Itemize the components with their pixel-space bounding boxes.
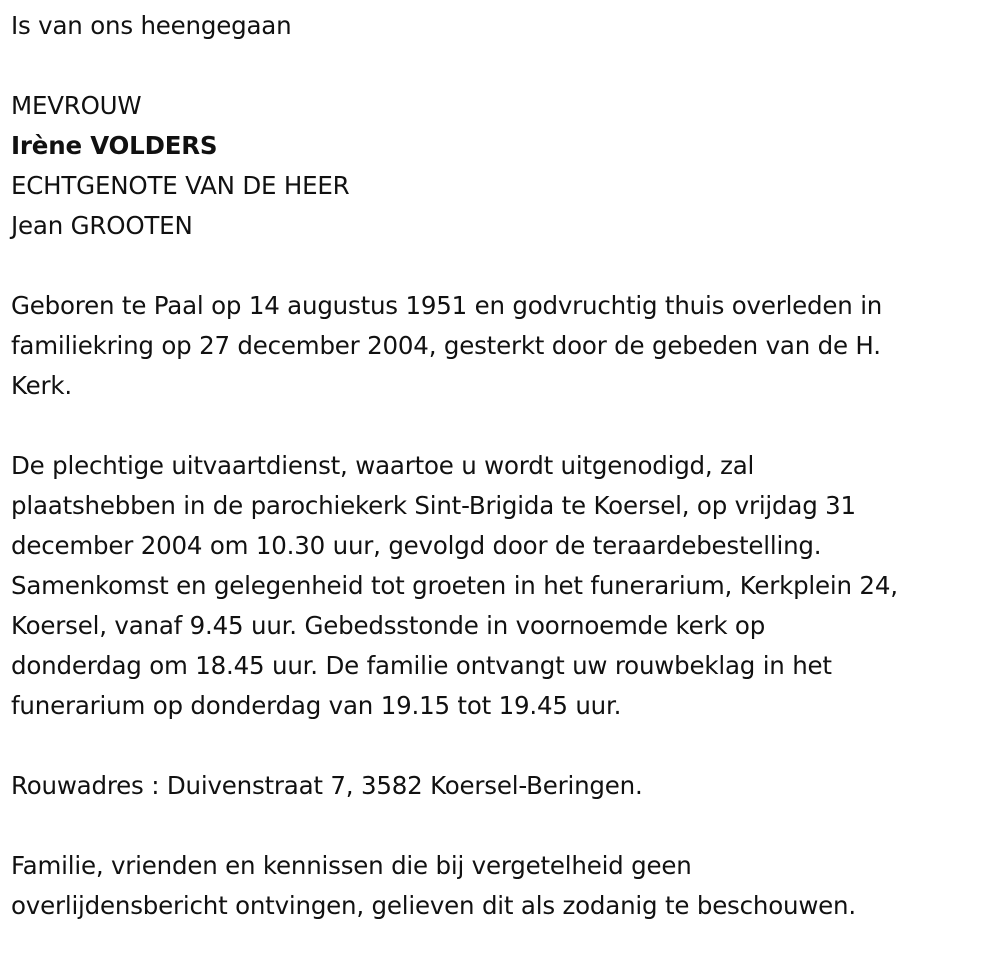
spacer <box>11 46 995 86</box>
intro-line: Is van ons heengegaan <box>11 11 292 40</box>
paragraph-line: overlijdensbericht ontvingen, gelieven dit als zodanig te beschouwen. <box>11 891 856 920</box>
spacer <box>11 246 995 286</box>
birth-death-paragraph <box>11 286 995 406</box>
spacer <box>11 406 995 446</box>
paragraph-line: Koersel, vanaf 9.45 uur. Gebedsstonde in voornoemde kerk op <box>11 611 766 640</box>
relation-line: ECHTGENOTE VAN DE HEER <box>11 171 350 200</box>
paragraph-line: Geboren te Paal op 14 augustus 1951 en godvruchtig thuis overleden in <box>11 291 883 320</box>
mourning-address: Rouwadres : Duivenstraat 7, 3582 Koersel-Beringen. <box>11 771 643 800</box>
closing-paragraph <box>11 846 995 926</box>
paragraph-line: december 2004 om 10.30 uur, gevolgd door de teraardebestelling. <box>11 531 822 560</box>
funeral-paragraph <box>11 446 995 726</box>
deceased-name: Irène VOLDERS <box>11 131 218 160</box>
honorific: MEVROUW <box>11 91 142 120</box>
paragraph-line: De plechtige uitvaartdienst, waartoe u wordt uitgenodigd, zal <box>11 451 755 480</box>
spouse-name: Jean GROOTEN <box>11 211 193 240</box>
paragraph-line: funerarium op donderdag van 19.15 tot 19.45 uur. <box>11 691 622 720</box>
death-notice <box>11 6 995 926</box>
paragraph-line: Familie, vrienden en kennissen die bij vergetelheid geen <box>11 851 692 880</box>
paragraph-line: Samenkomst en gelegenheid tot groeten in het funerarium, Kerkplein 24, <box>11 571 898 600</box>
spacer <box>11 806 995 846</box>
paragraph-line: donderdag om 18.45 uur. De familie ontvangt uw rouwbeklag in het <box>11 651 832 680</box>
spacer <box>11 726 995 766</box>
paragraph-line: familiekring op 27 december 2004, gesterkt door de gebeden van de H. <box>11 331 881 360</box>
paragraph-line: plaatshebben in de parochiekerk Sint-Brigida te Koersel, op vrijdag 31 <box>11 491 856 520</box>
paragraph-line: Kerk. <box>11 371 72 400</box>
